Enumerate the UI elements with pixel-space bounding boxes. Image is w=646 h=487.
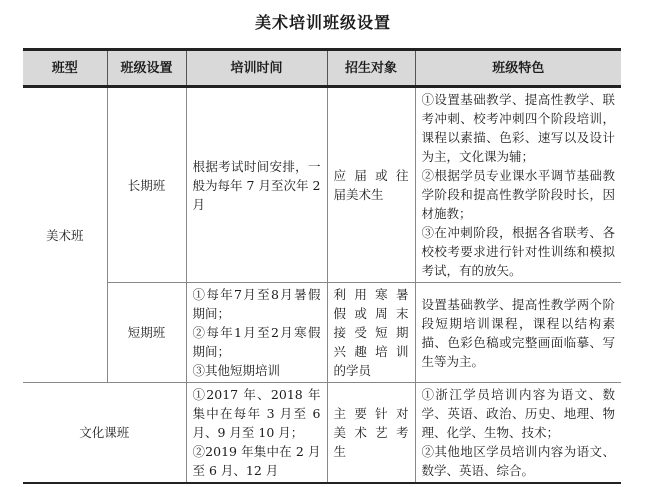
header-enrollment-target: 招生对象: [327, 50, 415, 87]
header-class-setting: 班级设置: [107, 50, 186, 87]
cell-culture-features: ①浙江学员培训内容为语文、数学、英语、政治、历史、地理、物理、化学、生物、技术； ②其他地区学员培训内容为语文、数学、英语、综合。: [415, 383, 621, 484]
cell-short-term-time: ①每年7月至8月暑假期间； ②每年1月至2月寒假期间； ③其他短期培训: [186, 283, 327, 383]
table-title: 美术培训班级设置: [254, 13, 391, 32]
header-row: [23, 50, 621, 87]
table-row-culture: [23, 383, 621, 484]
cell-long-term-features: ①设置基础教学、提高性教学、联考冲刺、校考冲刺四个阶段培训，课程以素描、色彩、速写以及设计为主，文化课为辅； ②根据学员专业课水平调节基础教学阶段和提高性教学阶段时长，因材施教； ③在冲刺阶段，根据各省联考、各校校考要求进行针对性训练和模拟考试，有的放矢。: [415, 87, 621, 283]
table-row-art-long: [23, 87, 621, 283]
cell-long-term-target: 应 届 或 往 届美术生: [327, 87, 415, 283]
cell-long-term-name: 长期班: [107, 87, 186, 283]
table-row-art-short: [23, 283, 621, 383]
cell-art-class-type: 美术班: [23, 87, 107, 383]
cell-culture-class-type: 文化课班: [23, 383, 186, 484]
cell-short-term-features: 设置基础教学、提高性教学两个阶段短期培训课程，课程以结构素描、色彩色稿或完整画面临摹、写生等为主。: [415, 283, 621, 383]
header-class-features: 班级特色: [415, 50, 621, 87]
header-class-type: 班型: [23, 50, 107, 87]
cell-short-term-name: 短期班: [107, 283, 186, 383]
cell-culture-time: ①2017 年、2018 年集中在每年 3 月至 6 月、9 月至 10 月； ②2019 年集中在 2 月至 6 月、12 月: [186, 383, 327, 484]
cell-short-term-target: 利 用 寒 暑 假 或 周 末 接 受 短 期 兴 趣 培 训 的学员: [327, 283, 415, 383]
header-training-time: 培训时间: [186, 50, 327, 87]
cell-culture-target: 主 要 针 对 美 术 艺 考 生: [327, 383, 415, 484]
class-settings-table: [23, 48, 621, 484]
cell-long-term-time: 根据考试时间安排，一般为每年 7 月至次年 2 月: [186, 87, 327, 283]
